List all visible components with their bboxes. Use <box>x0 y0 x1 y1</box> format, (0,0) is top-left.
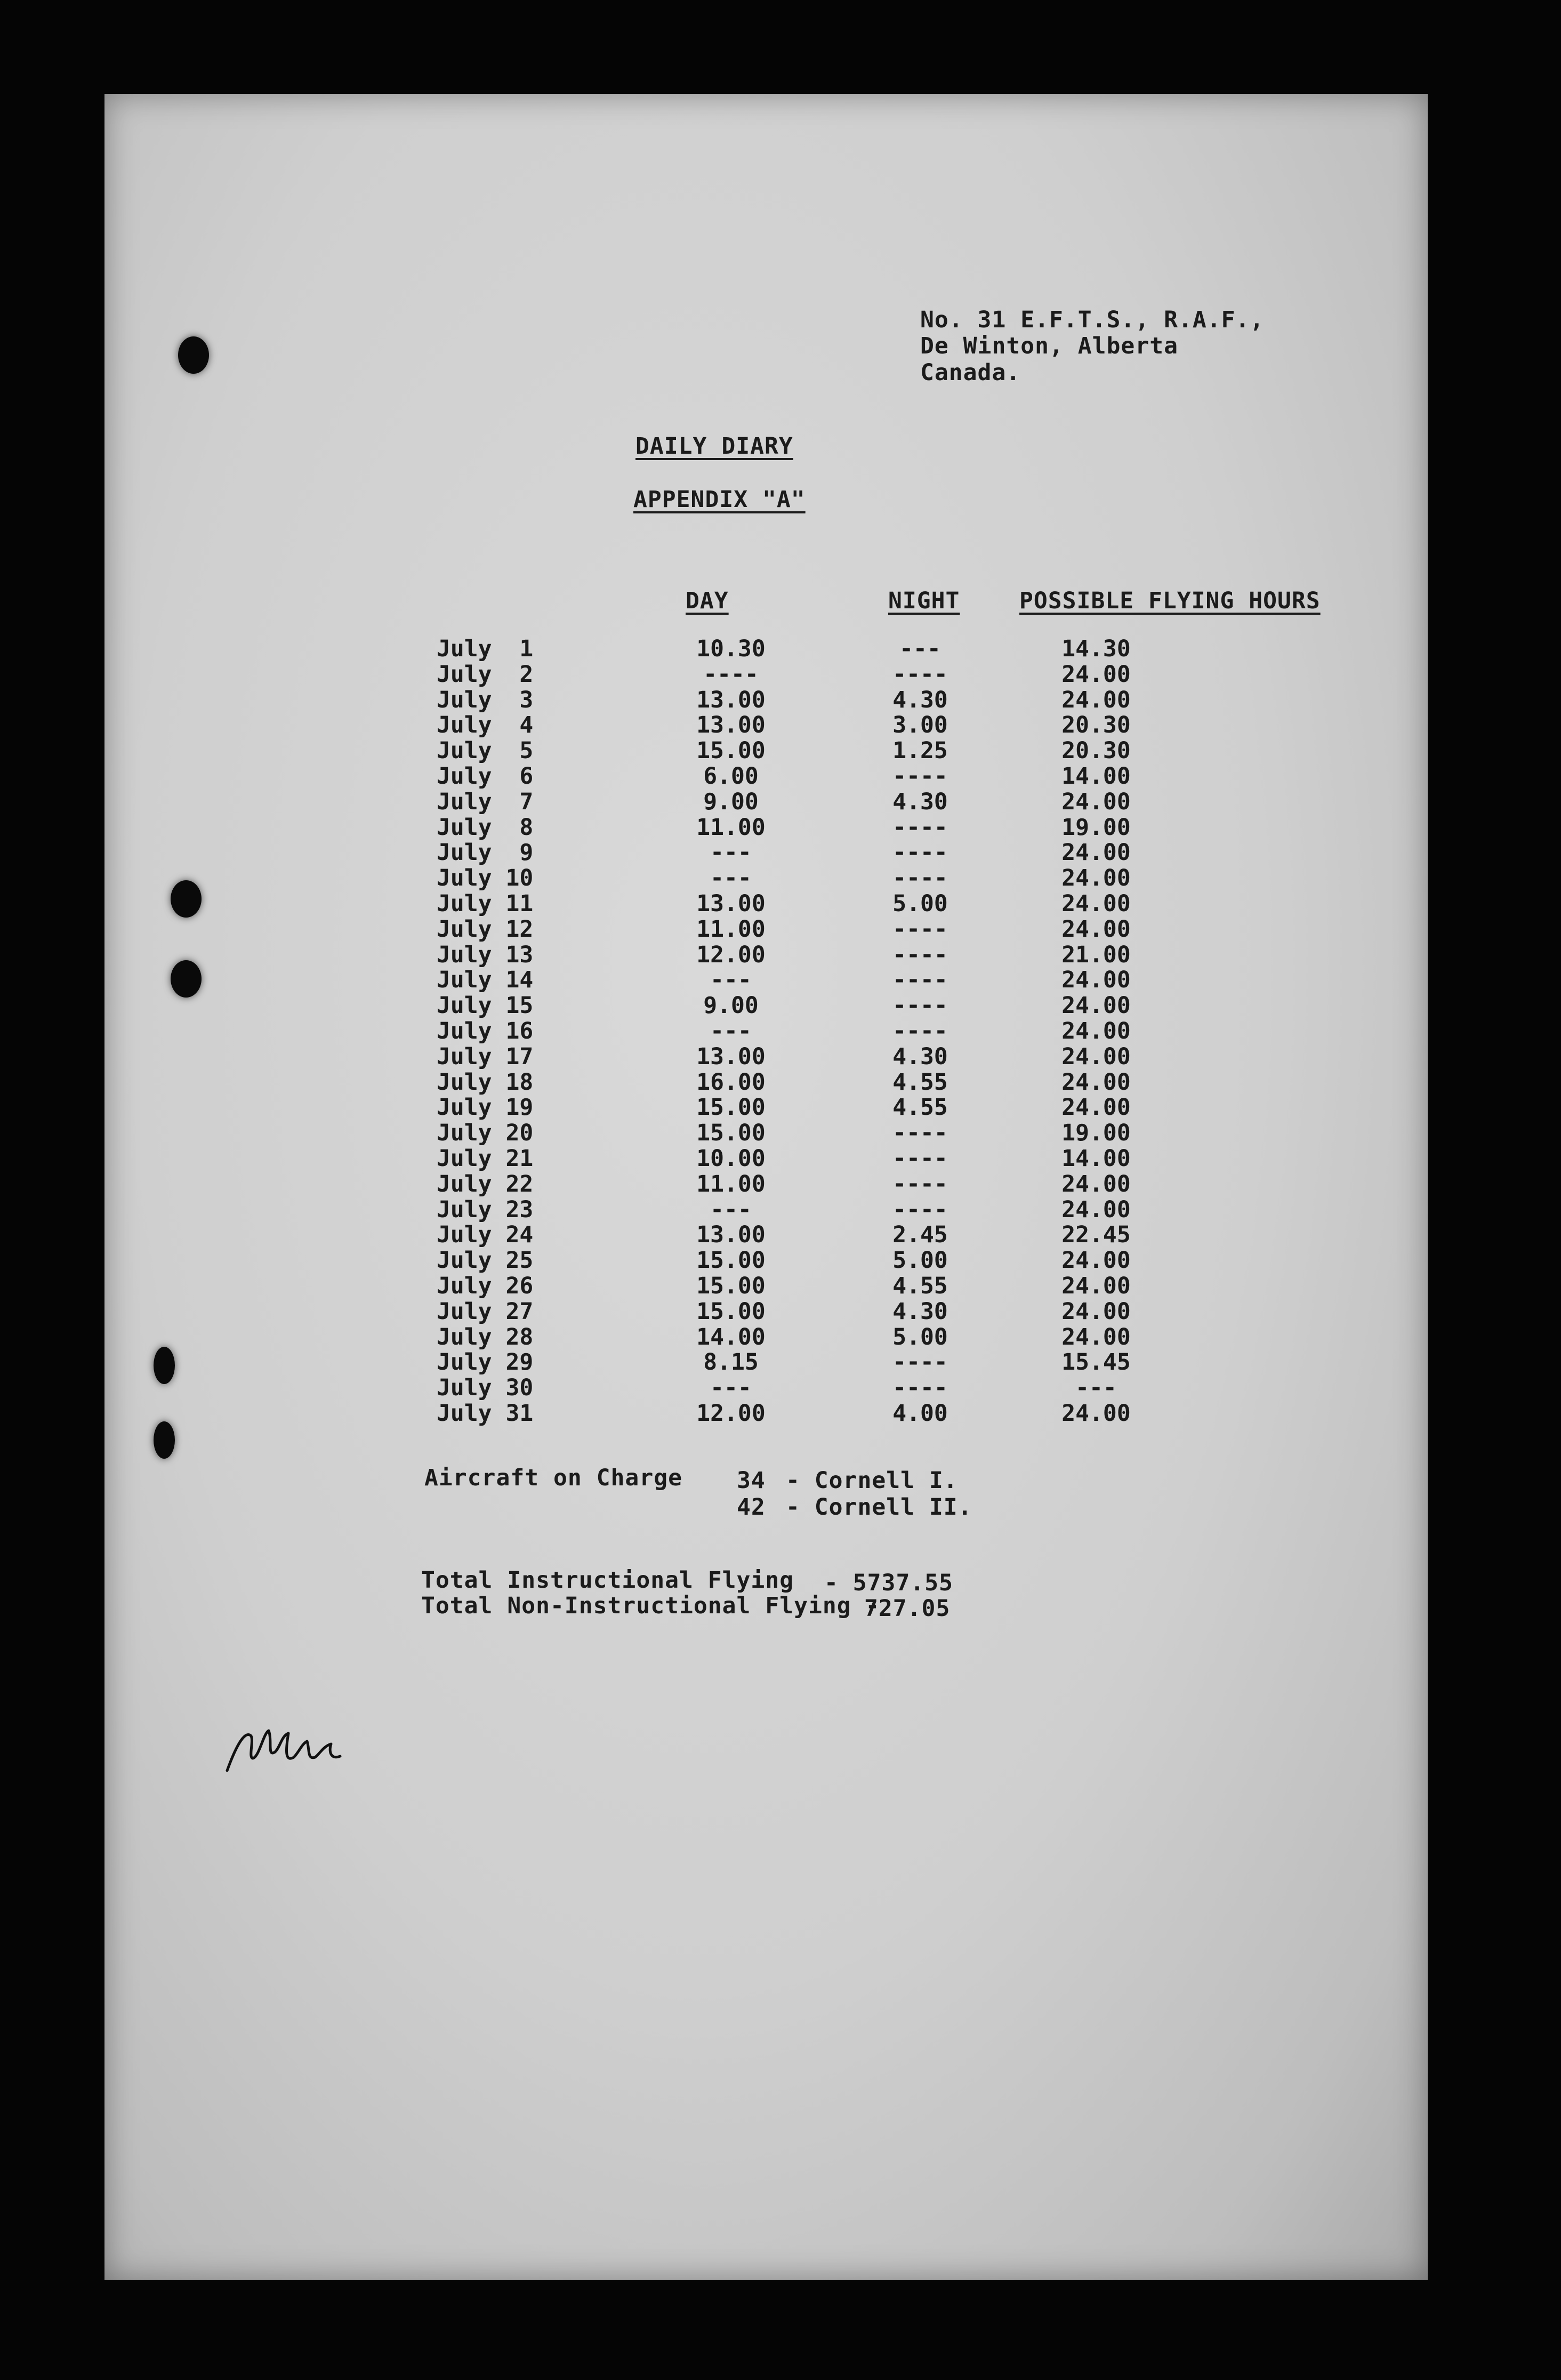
table-row <box>104 1300 1428 1326</box>
table-row <box>104 867 1428 892</box>
row-day-hours: 9.00 <box>703 992 759 1019</box>
total-instructional-value: - 5737.55 <box>824 1570 953 1596</box>
row-date: July 5 <box>437 737 534 765</box>
row-day-hours: 13.00 <box>696 890 766 917</box>
total-non-instructional-label: Total Non-Instructional Flying - <box>421 1593 880 1619</box>
column-header-day: DAY <box>686 588 729 614</box>
document-page <box>104 94 1428 2280</box>
row-date: July 11 <box>437 890 534 917</box>
row-day-hours: --- <box>710 839 752 866</box>
row-possible-hours: 14.00 <box>1061 763 1131 790</box>
row-night-hours: 5.00 <box>892 1323 948 1350</box>
row-night-hours: 4.30 <box>892 686 948 713</box>
table-row <box>104 1323 1428 1352</box>
table-row <box>104 1196 1428 1224</box>
row-night-hours: ---- <box>892 1018 948 1044</box>
table-row <box>104 1374 1428 1402</box>
row-night-hours: --- <box>899 636 941 662</box>
row-night-hours: ---- <box>892 1145 948 1172</box>
row-date: July 6 <box>437 763 534 790</box>
aircraft-count-2: 42 <box>737 1494 766 1521</box>
row-possible-hours: --- <box>1075 1374 1117 1402</box>
aircraft-type-1: - Cornell I. <box>786 1467 958 1494</box>
row-date: July 24 <box>437 1221 534 1249</box>
row-night-hours: ---- <box>892 915 948 943</box>
table-row <box>104 1020 1428 1046</box>
row-day-hours: 11.00 <box>696 1170 766 1197</box>
document-title: DAILY DIARY <box>635 433 793 460</box>
row-possible-hours: 20.30 <box>1061 737 1131 765</box>
table-row <box>104 969 1428 994</box>
row-night-hours: 2.45 <box>892 1221 948 1249</box>
row-date: July 13 <box>437 941 534 968</box>
table-row <box>104 739 1428 765</box>
row-night-hours: ---- <box>892 1374 948 1402</box>
row-date: July 21 <box>437 1145 534 1172</box>
row-night-hours: 4.55 <box>892 1068 948 1096</box>
row-possible-hours: 14.30 <box>1061 636 1131 662</box>
row-day-hours: 9.00 <box>703 788 759 815</box>
row-night-hours: ---- <box>892 865 948 892</box>
row-date: July 31 <box>437 1400 534 1427</box>
table-row <box>104 816 1428 842</box>
row-night-hours: ---- <box>892 1120 948 1147</box>
row-date: July 17 <box>437 1043 534 1070</box>
row-date: July 29 <box>437 1349 534 1376</box>
row-possible-hours: 20.30 <box>1061 712 1131 739</box>
row-date: July 14 <box>437 967 534 994</box>
aircraft-count-1: 34 <box>737 1467 766 1494</box>
row-date: July 2 <box>437 661 534 688</box>
row-possible-hours: 24.00 <box>1061 1273 1131 1299</box>
row-date: July 8 <box>437 814 534 841</box>
row-night-hours: 4.30 <box>892 788 948 815</box>
table-row <box>104 714 1428 739</box>
column-header-night: NIGHT <box>888 588 960 614</box>
table-row <box>104 994 1428 1020</box>
row-possible-hours: 24.00 <box>1061 788 1131 815</box>
row-day-hours: 6.00 <box>703 763 759 790</box>
row-possible-hours: 24.00 <box>1061 915 1131 943</box>
row-night-hours: 4.00 <box>892 1400 948 1427</box>
row-possible-hours: 24.00 <box>1061 890 1131 917</box>
row-possible-hours: 24.00 <box>1061 1170 1131 1197</box>
row-day-hours: 15.00 <box>696 1120 766 1147</box>
row-day-hours: 15.00 <box>696 1273 766 1299</box>
row-possible-hours: 21.00 <box>1061 941 1131 968</box>
row-possible-hours: 24.00 <box>1061 1247 1131 1274</box>
table-row <box>104 892 1428 918</box>
document-subtitle: APPENDIX "A" <box>633 486 806 513</box>
address-line-3: Canada. <box>920 359 1021 386</box>
aircraft-on-charge-label: Aircraft on Charge <box>424 1465 682 1491</box>
row-day-hours: ---- <box>703 661 759 688</box>
row-date: July 1 <box>437 636 534 662</box>
row-night-hours: ---- <box>892 814 948 841</box>
row-night-hours: ---- <box>892 839 948 866</box>
row-date: July 19 <box>437 1094 534 1121</box>
table-row <box>104 1249 1428 1275</box>
row-possible-hours: 24.00 <box>1061 1196 1131 1223</box>
row-day-hours: 14.00 <box>696 1323 766 1350</box>
row-day-hours: 11.00 <box>696 915 766 943</box>
row-possible-hours: 24.00 <box>1061 661 1131 688</box>
row-date: July 20 <box>437 1120 534 1147</box>
row-day-hours: 16.00 <box>696 1068 766 1096</box>
row-night-hours: 3.00 <box>892 712 948 739</box>
row-night-hours: 4.55 <box>892 1094 948 1121</box>
row-date: July 15 <box>437 992 534 1019</box>
row-date: July 7 <box>437 788 534 815</box>
row-night-hours: ---- <box>892 1170 948 1197</box>
row-day-hours: 13.00 <box>696 686 766 713</box>
row-date: July 12 <box>437 915 534 943</box>
table-row <box>104 686 1428 714</box>
aircraft-type-2: - Cornell II. <box>786 1494 972 1521</box>
table-row <box>104 1275 1428 1300</box>
row-possible-hours: 22.45 <box>1061 1221 1131 1249</box>
row-night-hours: ---- <box>892 967 948 994</box>
table-row <box>104 788 1428 816</box>
row-night-hours: ---- <box>892 992 948 1019</box>
row-possible-hours: 24.00 <box>1061 1298 1131 1325</box>
table-row <box>104 941 1428 969</box>
table-row <box>104 1402 1428 1428</box>
table-row <box>104 1122 1428 1147</box>
row-date: July 30 <box>437 1374 534 1402</box>
row-day-hours: 10.30 <box>696 636 766 662</box>
row-date: July 25 <box>437 1247 534 1274</box>
total-non-instructional-value: 727.05 <box>864 1595 951 1622</box>
row-possible-hours: 24.00 <box>1061 967 1131 994</box>
row-night-hours: ---- <box>892 941 948 968</box>
row-night-hours: 1.25 <box>892 737 948 765</box>
row-date: July 18 <box>437 1068 534 1096</box>
table-row <box>104 841 1428 867</box>
punch-hole <box>178 336 209 374</box>
row-date: July 23 <box>437 1196 534 1223</box>
row-night-hours: ---- <box>892 763 948 790</box>
total-instructional-label: Total Instructional Flying <box>421 1567 794 1594</box>
row-day-hours: --- <box>710 967 752 994</box>
row-possible-hours: 24.00 <box>1061 839 1131 866</box>
table-row <box>104 1096 1428 1122</box>
table-row <box>104 915 1428 944</box>
column-header-possible-flying-hours: POSSIBLE FLYING HOURS <box>1019 588 1321 614</box>
row-date: July 4 <box>437 712 534 739</box>
table-row <box>104 1068 1428 1097</box>
row-night-hours: ---- <box>892 1196 948 1223</box>
row-night-hours: 5.00 <box>892 1247 948 1274</box>
address-line-1: No. 31 E.F.T.S., R.A.F., <box>920 307 1265 333</box>
row-possible-hours: 24.00 <box>1061 1323 1131 1350</box>
row-possible-hours: 24.00 <box>1061 686 1131 713</box>
row-possible-hours: 24.00 <box>1061 865 1131 892</box>
row-day-hours: 15.00 <box>696 737 766 765</box>
row-day-hours: 13.00 <box>696 1043 766 1070</box>
table-row <box>104 1170 1428 1199</box>
table-row <box>104 663 1428 689</box>
table-row <box>104 1147 1428 1173</box>
row-possible-hours: 24.00 <box>1061 1068 1131 1096</box>
row-day-hours: --- <box>710 865 752 892</box>
row-date: July 10 <box>437 865 534 892</box>
row-possible-hours: 24.00 <box>1061 1094 1131 1121</box>
row-possible-hours: 19.00 <box>1061 1120 1131 1147</box>
table-row <box>104 765 1428 791</box>
row-day-hours: 10.00 <box>696 1145 766 1172</box>
row-date: July 26 <box>437 1273 534 1299</box>
row-day-hours: --- <box>710 1018 752 1044</box>
row-day-hours: 8.15 <box>703 1349 759 1376</box>
row-possible-hours: 24.00 <box>1061 1400 1131 1427</box>
table-row <box>104 1351 1428 1377</box>
table-row <box>104 638 1428 663</box>
table-row <box>104 1043 1428 1071</box>
row-day-hours: 12.00 <box>696 941 766 968</box>
row-possible-hours: 19.00 <box>1061 814 1131 841</box>
row-day-hours: 15.00 <box>696 1247 766 1274</box>
row-night-hours: 5.00 <box>892 890 948 917</box>
row-day-hours: 11.00 <box>696 814 766 841</box>
handwritten-initials-signature <box>222 1720 344 1779</box>
row-date: July 3 <box>437 686 534 713</box>
row-possible-hours: 24.00 <box>1061 1043 1131 1070</box>
row-day-hours: 13.00 <box>696 712 766 739</box>
row-possible-hours: 15.45 <box>1061 1349 1131 1376</box>
row-date: July 27 <box>437 1298 534 1325</box>
row-date: July 22 <box>437 1170 534 1197</box>
row-date: July 28 <box>437 1323 534 1350</box>
row-day-hours: 13.00 <box>696 1221 766 1249</box>
row-day-hours: --- <box>710 1196 752 1223</box>
row-date: July 16 <box>437 1018 534 1044</box>
row-day-hours: 15.00 <box>696 1094 766 1121</box>
row-day-hours: 15.00 <box>696 1298 766 1325</box>
row-date: July 9 <box>437 839 534 866</box>
row-day-hours: 12.00 <box>696 1400 766 1427</box>
row-night-hours: 4.30 <box>892 1298 948 1325</box>
row-possible-hours: 24.00 <box>1061 1018 1131 1044</box>
row-night-hours: ---- <box>892 661 948 688</box>
row-possible-hours: 14.00 <box>1061 1145 1131 1172</box>
row-night-hours: 4.30 <box>892 1043 948 1070</box>
row-night-hours: ---- <box>892 1349 948 1376</box>
row-day-hours: --- <box>710 1374 752 1402</box>
row-night-hours: 4.55 <box>892 1273 948 1299</box>
table-row <box>104 1221 1428 1249</box>
row-possible-hours: 24.00 <box>1061 992 1131 1019</box>
address-line-2: De Winton, Alberta <box>920 333 1178 359</box>
